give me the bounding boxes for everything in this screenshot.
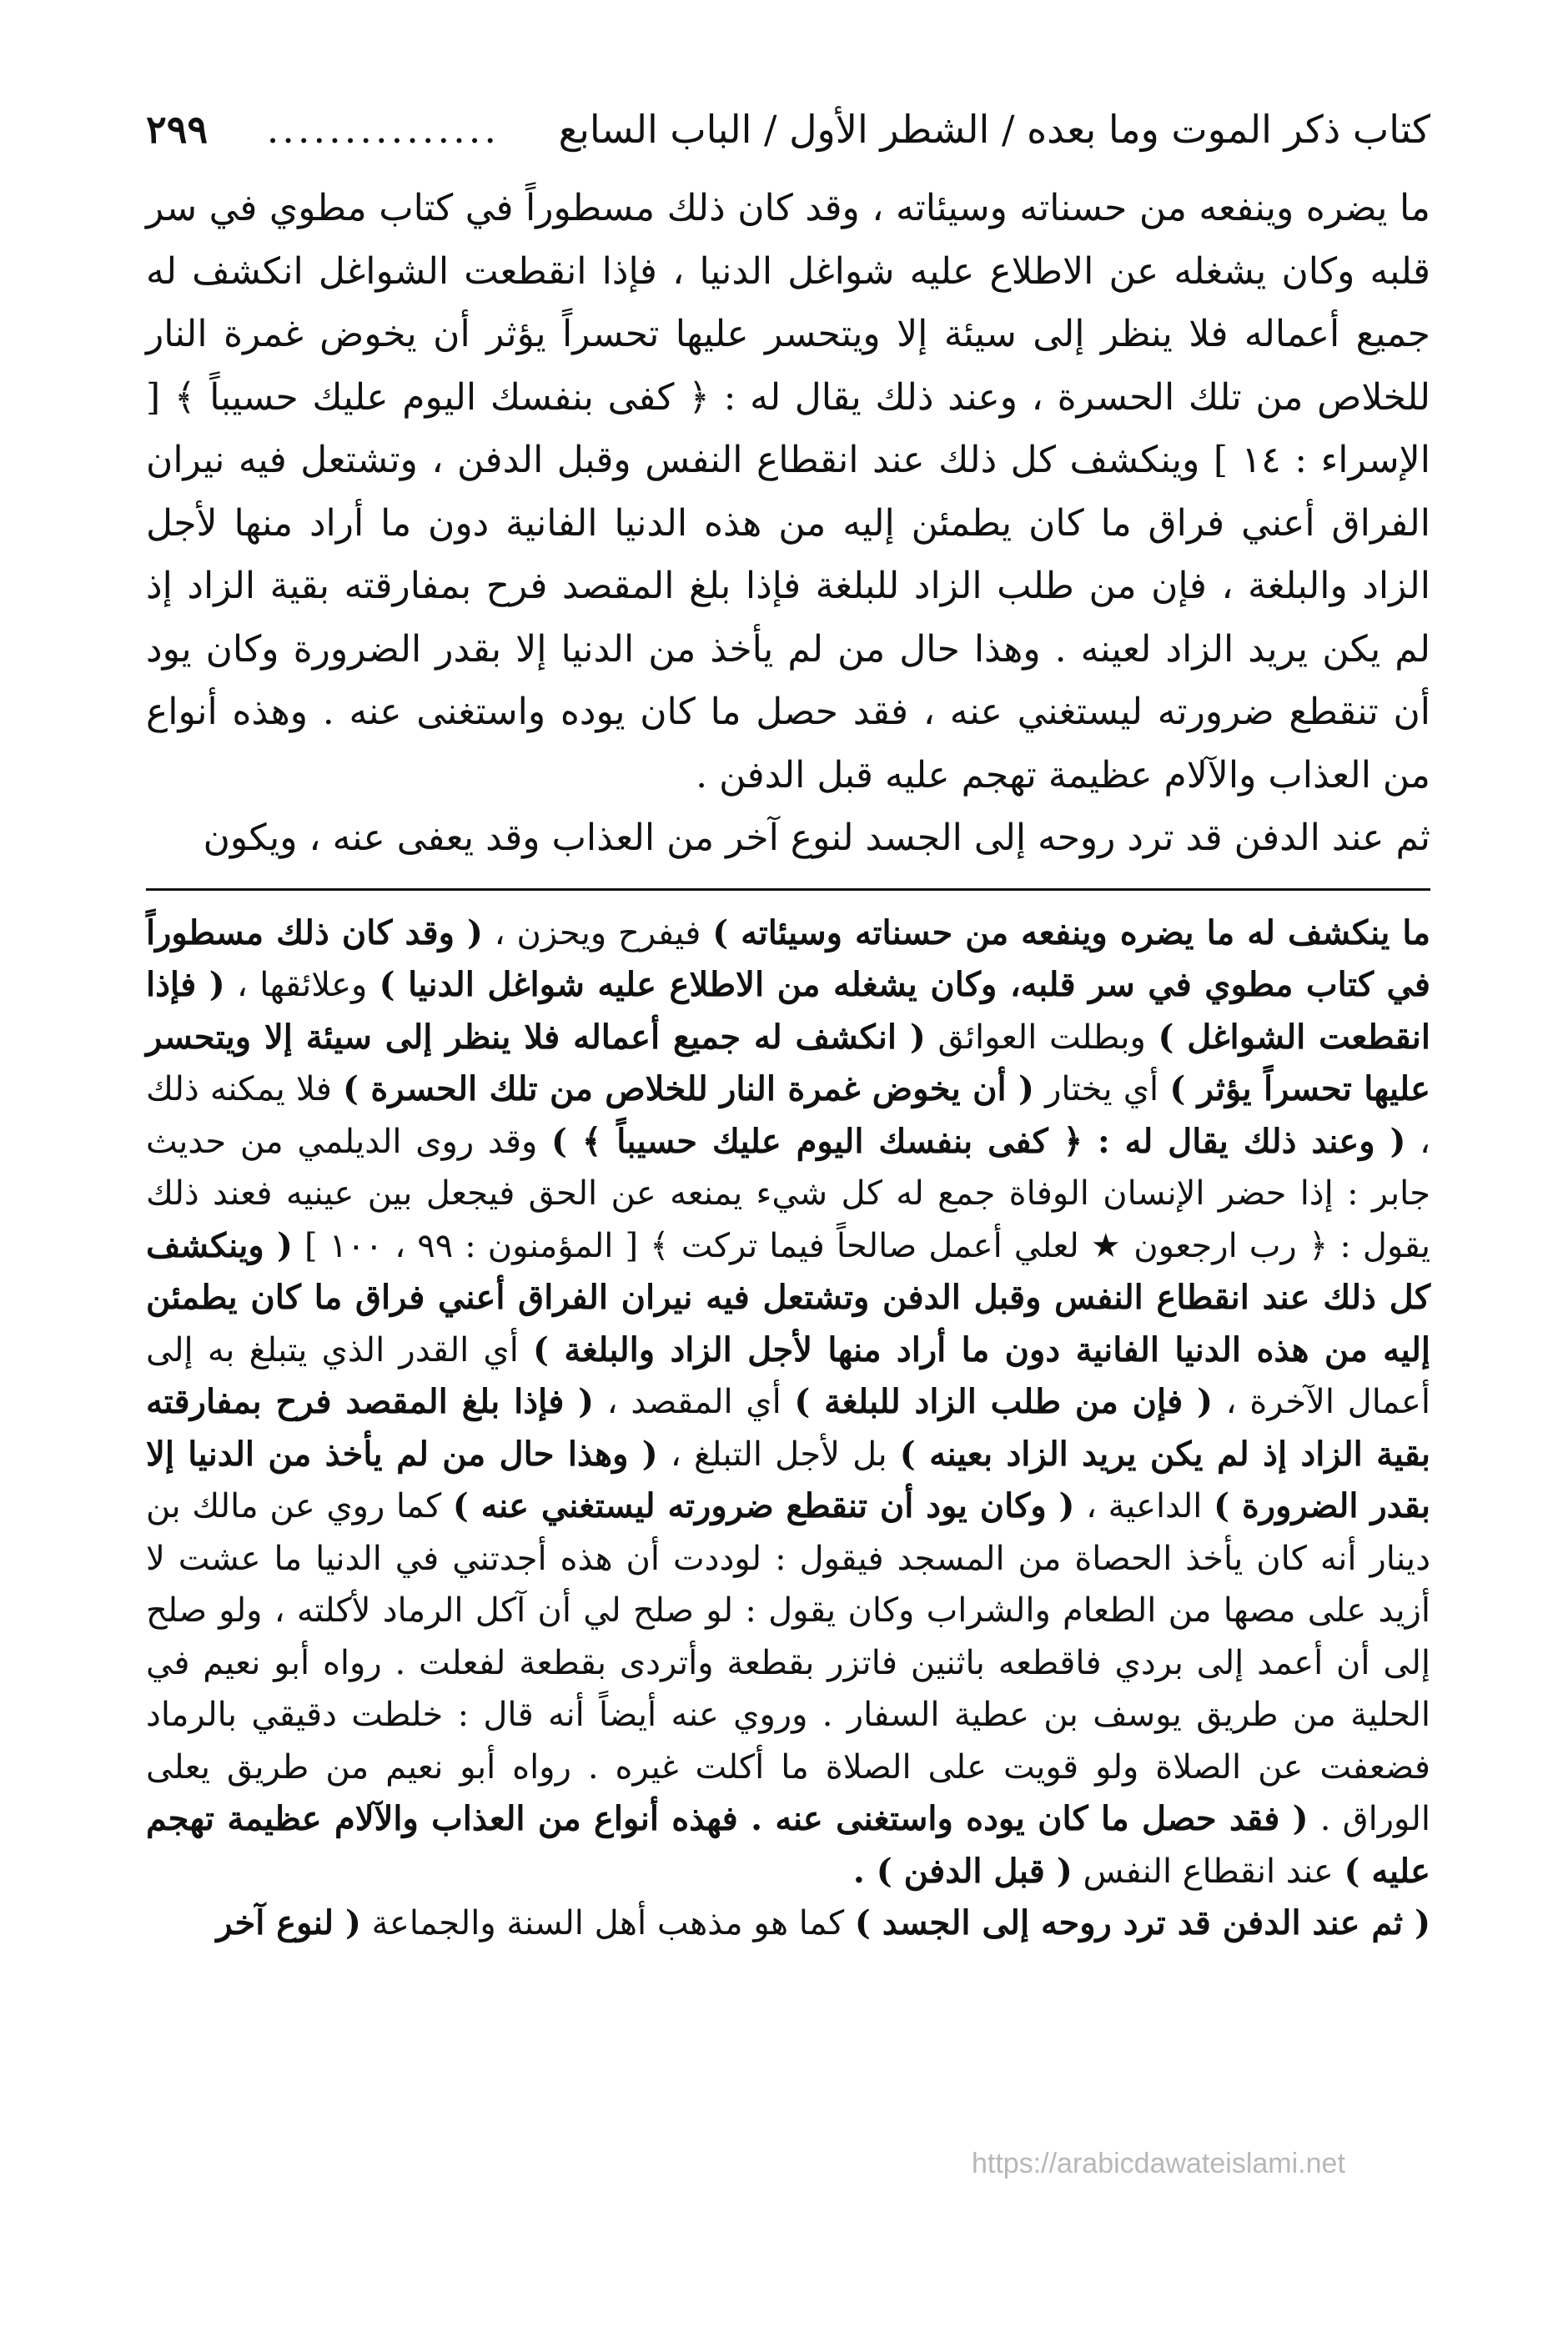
commentary-explanation: فيفرح ويحزن ، [482, 913, 713, 952]
commentary-quoted-text: ( فإذا انقطعت الشواغل ) [146, 965, 1431, 1057]
running-header [146, 100, 1430, 158]
commentary-explanation: وقد روى الديلمي من حديث جابر : إذا حضر الإنسان الوفاة جمع له كل شيء يمنعه عن الحق فيجعل بين عينيه فعند ذلك يقول : ﴿ رب ارجعون ★ لعلي أعمل صالحاً فيما تركت ﴾ [ المؤمنون : ٩٩ ، ١٠٠ ] [146, 1122, 1430, 1265]
commentary-quoted-text: ( وكان يود أن تنقطع ضرورته ليستغني عنه ) [452, 1486, 1075, 1525]
commentary-quoted-text: ( انكشف له جميع أعماله فلا ينظر إلى سيئة إلا ويتحسر عليها تحسراً يؤثر ) [146, 1017, 1431, 1108]
commentary-quoted-text: ( وقد كان ذلك مسطوراً في كتاب مطوي في سر قلبه، وكان يشغله من الاطلاع عليه شواغل الدنيا ) [146, 912, 1430, 1004]
divider-line [146, 888, 1430, 891]
commentary-explanation: فلا يمكنه ذلك ، [146, 1070, 1431, 1161]
commentary-quoted-text: ( وعند ذلك يقال له : ﴿ كفى بنفسك اليوم عليك حسيباً ﴾ ) [551, 1121, 1406, 1161]
main-paragraph: ما يضره وينفعه من حسناته وسيئاته ، وقد كان ذلك مسطوراً في كتاب مطوي في سر قلبه وكان يشغله عن الاطلاع عليه شواغل الدنيا ، فإذا انقطعت الشواغل انكشف له جميع أعماله فلا ينظر إلى سيئة إلا ويتحسر عليها تحسراً يؤثر أن يخوض غمرة النار للخلاص من تلك الحسرة ، وعند ذلك يقال له : ﴿ كفى بنفسك اليوم عليك حسيباً ﴾ [ الإسراء : ١٤ ] وينكشف كل ذلك عند انقطاع النفس وقبل الدفن ، وتشتعل فيه نيران الفراق أعني فراق ما كان يطمئن إليه من هذه الدنيا الفانية دون ما أراد منها لأجل الزاد والبلغة ، فإن من طلب الزاد للبلغة فإذا بلغ المقصد فرح بمفارقته بقية الزاد إذ لم يكن يريد الزاد لعينه . وهذا حال من لم يأخذ من الدنيا إلا بقدر الضرورة وكان يود أن تنقطع ضرورته ليستغني عنه ، فقد حصل ما كان يوده واستغنى عنه . وهذه أنواع من العذاب والآلام عظيمة تهجم عليه قبل الدفن . [146, 187, 1430, 797]
commentary-explanation: كما روي عن مالك بن دينار أنه كان يأخذ الحصاة من المسجد فيقول : لوددت أن هذه أجدتني في الدنيا ما عشت لا أزيد على مصها من الطعام والشراب وكان يقول : لو صلح لي أن آكل الرماد لأكلته ، ولو صلح إلى أن أعمد إلى بردي فاقطعه باثنين فاتزر بقطعة وأتردى بقطعة لفعلت . رواه أبو نعيم في الحلية من طريق يوسف بن عطية السفار . وروي عنه أيضاً أنه قال : خلطت دقيقي بالرماد فضعفت عن الصلاة ولو قويت على الصلاة ما أكلت غيره . رواه أبو نعيم من طريق يعلى الوراق . [146, 1487, 1431, 1838]
page-number: ٢٩٩ [146, 107, 209, 152]
commentary-quoted-text: ( فإن من طلب الزاد للبلغة ) [794, 1382, 1214, 1421]
watermark-url: https://arabicdawateislami.net [972, 2148, 1345, 2179]
commentary-quoted-text: ( قبل الدفن ) . [852, 1851, 1073, 1891]
commentary-explanation: أي المقصد ، [594, 1383, 795, 1421]
commentary-explanation: كما هو مذهب أهل السنة والجماعة [360, 1904, 855, 1942]
commentary-explanation: بل لأجل التبلغ ، [657, 1435, 900, 1474]
commentary-paragraph [146, 1897, 1430, 1950]
commentary-explanation: وبطلت العوائق [925, 1018, 1158, 1057]
main-text [146, 177, 1430, 870]
commentary-quoted-text: ( وينكشف كل ذلك عند انقطاع النفس وقبل الدفن وتشتعل فيه نيران الفراق أعني فراق ما كان يطمئن إليه من هذه الدنيا الفانية دون ما أراد منها لأجل الزاد والبلغة ) [146, 1225, 1431, 1370]
commentary-paragraph [146, 907, 1430, 1898]
running-header-title: كتاب ذكر الموت وما بعده / الشطر الأول / الباب السابع [558, 107, 1430, 152]
commentary-quoted-text: ( ثم عند الدفن قد ترد روحه إلى الجسد ) [854, 1903, 1430, 1942]
commentary-quoted-text: ( أن يخوض غمرة النار للخلاص من تلك الحسرة ) [343, 1069, 1034, 1108]
commentary-quoted-text: ( لنوع آخر [216, 1903, 361, 1942]
main-paragraph: ثم عند الدفن قد ترد روحه إلى الجسد لنوع آخر من العذاب وقد يعفى عنه ، ويكون [203, 817, 1430, 859]
commentary-explanation: الداعية ، [1074, 1487, 1214, 1525]
commentary-quoted-text: ( وهذا حال من لم يأخذ من الدنيا إلا بقدر الضرورة ) [146, 1434, 1431, 1525]
commentary-quoted-text: ( فقد حصل ما كان يوده واستغنى عنه . فهذه أنواع من العذاب والآلام عظيمة تهجم عليه ) [146, 1799, 1430, 1891]
commentary-explanation: أي يختار [1033, 1070, 1170, 1108]
commentary-quoted-text: ما ينكشف له ما يضره وينفعه من حسناته وسيئاته ) [712, 912, 1430, 952]
commentary [146, 907, 1430, 1950]
commentary-explanation: عند انقطاع النفس [1072, 1852, 1344, 1891]
running-header-dots: ............... [266, 107, 500, 152]
commentary-explanation: وعلائقها ، [224, 966, 379, 1004]
book-page [146, 100, 1430, 1950]
commentary-explanation: أي القدر الذي يتبلغ به إلى أعمال الآخرة ، [146, 1330, 1430, 1421]
commentary-quoted-text: ( فإذا بلغ المقصد فرح بمفارقته بقية الزاد إذ لم يكن يريد الزاد بعينه ) [146, 1382, 1431, 1474]
